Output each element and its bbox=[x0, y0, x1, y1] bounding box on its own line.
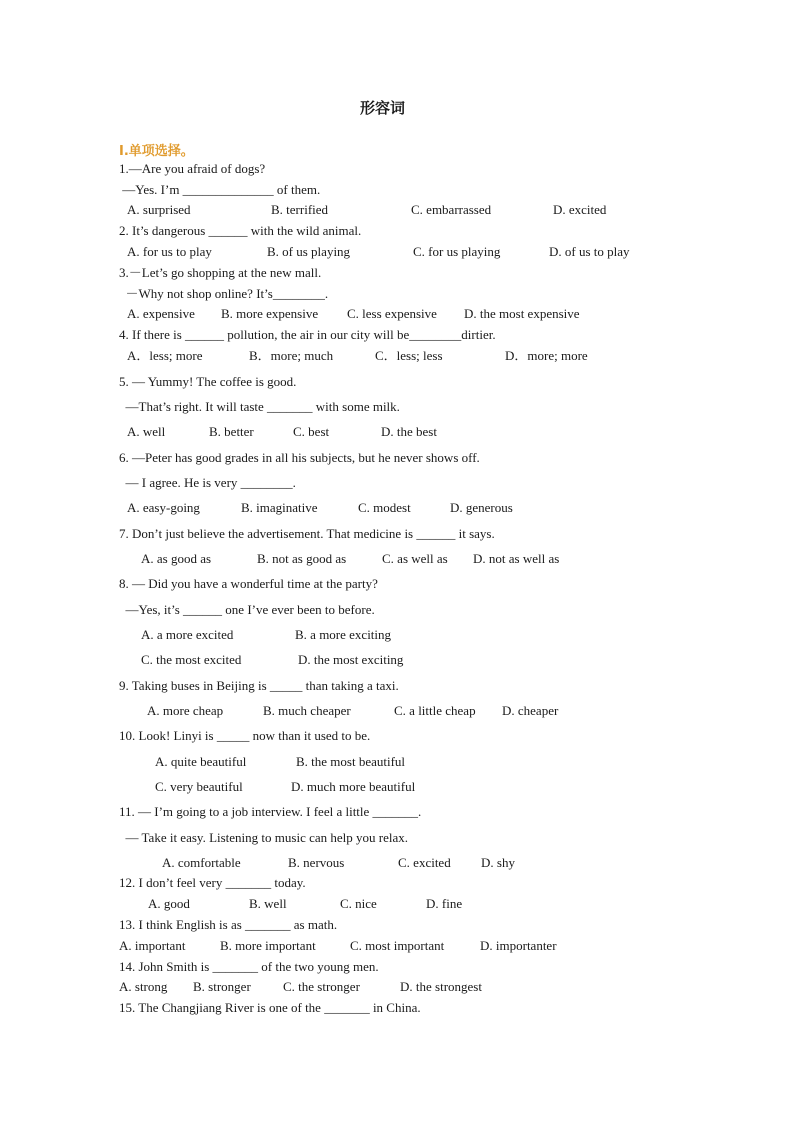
question-14-stem: 14. John Smith is _______ of the two young men. bbox=[119, 959, 379, 974]
option-c[interactable]: C. embarrassed bbox=[411, 202, 492, 217]
option-c[interactable]: C. best bbox=[293, 424, 330, 439]
question-13-stem: 13. I think English is as _______ as math. bbox=[119, 917, 338, 932]
option-b[interactable]: B. well bbox=[249, 896, 287, 911]
question-3-stem: 3.－Let’s go shopping at the new mall. bbox=[119, 265, 322, 280]
question-7-stem: 7. Don’t just believe the advertisement. That medicine is ______ it says. bbox=[119, 526, 495, 541]
option-d[interactable]: D. of us to play bbox=[549, 244, 630, 259]
question-8-stem: 8. — Did you have a wonderful time at the party? bbox=[119, 576, 378, 591]
option-d[interactable]: D. the strongest bbox=[400, 979, 482, 994]
question-11-reply: — Take it easy. Listening to music can help you relax. bbox=[119, 830, 408, 845]
option-c[interactable]: C. nice bbox=[340, 896, 377, 911]
question-5-reply: —That’s right. It will taste _______ with some milk. bbox=[119, 399, 400, 414]
question-6-stem: 6. —Peter has good grades in all his subjects, but he never shows off. bbox=[119, 450, 480, 465]
option-b[interactable]: B. much cheaper bbox=[263, 703, 351, 718]
option-d[interactable]: D. generous bbox=[450, 500, 513, 515]
option-c[interactable]: C. for us playing bbox=[413, 244, 501, 259]
option-b[interactable]: B. more expensive bbox=[221, 306, 319, 321]
option-a[interactable]: A. for us to play bbox=[127, 244, 212, 259]
question-1-reply: —Yes. I’m ______________ of them. bbox=[119, 182, 321, 197]
option-c[interactable]: C．less; less bbox=[375, 348, 443, 363]
question-4-stem: 4. If there is ______ pollution, the air in our city will be________dirtier. bbox=[119, 327, 496, 342]
option-a[interactable]: A. easy-going bbox=[127, 500, 200, 515]
option-a[interactable]: A. a more excited bbox=[141, 627, 234, 642]
option-b[interactable]: B. nervous bbox=[288, 855, 345, 870]
option-d[interactable]: D. the best bbox=[381, 424, 437, 439]
option-d[interactable]: D. cheaper bbox=[502, 703, 559, 718]
option-b[interactable]: B. more important bbox=[220, 938, 316, 953]
option-a[interactable]: A. as good as bbox=[141, 551, 212, 566]
option-c[interactable]: C. less expensive bbox=[347, 306, 437, 321]
page-title: 形容词 bbox=[359, 99, 405, 117]
option-c[interactable]: C. the most excited bbox=[141, 652, 242, 667]
option-c[interactable]: C. excited bbox=[398, 855, 451, 870]
question-1-stem: 1.—Are you afraid of dogs? bbox=[119, 161, 266, 176]
option-b[interactable]: B. of us playing bbox=[267, 244, 351, 259]
option-b[interactable]: B. a more exciting bbox=[295, 627, 392, 642]
question-2-stem: 2. It’s dangerous ______ with the wild animal. bbox=[119, 223, 362, 238]
option-a[interactable]: A. strong bbox=[119, 979, 168, 994]
option-d[interactable]: D. shy bbox=[481, 855, 515, 870]
option-a[interactable]: A. comfortable bbox=[162, 855, 241, 870]
option-d[interactable]: D. much more beautiful bbox=[291, 779, 416, 794]
option-a[interactable]: A．less; more bbox=[127, 348, 203, 363]
option-b[interactable]: B. imaginative bbox=[241, 500, 318, 515]
option-c[interactable]: C. very beautiful bbox=[155, 779, 243, 794]
option-d[interactable]: D. the most expensive bbox=[464, 306, 580, 321]
option-d[interactable]: D. not as well as bbox=[473, 551, 560, 566]
option-d[interactable]: D．more; more bbox=[505, 348, 588, 363]
option-a[interactable]: A. quite beautiful bbox=[155, 754, 247, 769]
option-a[interactable]: A. important bbox=[119, 938, 186, 953]
question-5-stem: 5. — Yummy! The coffee is good. bbox=[119, 374, 297, 389]
option-a[interactable]: A. surprised bbox=[127, 202, 191, 217]
option-c[interactable]: C. modest bbox=[358, 500, 411, 515]
option-a[interactable]: A. expensive bbox=[127, 306, 195, 321]
section-heading: I.单项选择。 bbox=[119, 144, 194, 159]
option-a[interactable]: A. more cheap bbox=[147, 703, 224, 718]
question-3-reply: －Why not shop online? It’s________. bbox=[119, 286, 329, 301]
option-b[interactable]: B. the most beautiful bbox=[296, 754, 406, 769]
option-d[interactable]: D. importanter bbox=[480, 938, 557, 953]
option-d[interactable]: D. fine bbox=[426, 896, 463, 911]
question-12-stem: 12. I don’t feel very _______ today. bbox=[119, 875, 306, 890]
question-8-reply: —Yes, it’s ______ one I’ve ever been to before. bbox=[119, 602, 375, 617]
option-c[interactable]: C. a little cheap bbox=[394, 703, 476, 718]
option-b[interactable]: B. not as good as bbox=[257, 551, 347, 566]
option-b[interactable]: B. terrified bbox=[271, 202, 329, 217]
option-a[interactable]: A. well bbox=[127, 424, 166, 439]
option-c[interactable]: C. most important bbox=[350, 938, 445, 953]
question-15-stem: 15. The Changjiang River is one of the _______ in China. bbox=[119, 1000, 421, 1015]
option-c[interactable]: C. the stronger bbox=[283, 979, 360, 994]
option-b[interactable]: B．more; much bbox=[249, 348, 334, 363]
option-b[interactable]: B. stronger bbox=[193, 979, 251, 994]
question-9-stem: 9. Taking buses in Beijing is _____ than taking a taxi. bbox=[119, 678, 399, 693]
question-6-reply: — I agree. He is very ________. bbox=[119, 475, 296, 490]
option-d[interactable]: D. the most exciting bbox=[298, 652, 404, 667]
option-b[interactable]: B. better bbox=[209, 424, 254, 439]
option-c[interactable]: C. as well as bbox=[382, 551, 448, 566]
option-a[interactable]: A. good bbox=[148, 896, 190, 911]
option-d[interactable]: D. excited bbox=[553, 202, 607, 217]
question-10-stem: 10. Look! Linyi is _____ now than it used to be. bbox=[119, 728, 371, 743]
question-11-stem: 11. — I’m going to a job interview. I feel a little _______. bbox=[119, 804, 422, 819]
